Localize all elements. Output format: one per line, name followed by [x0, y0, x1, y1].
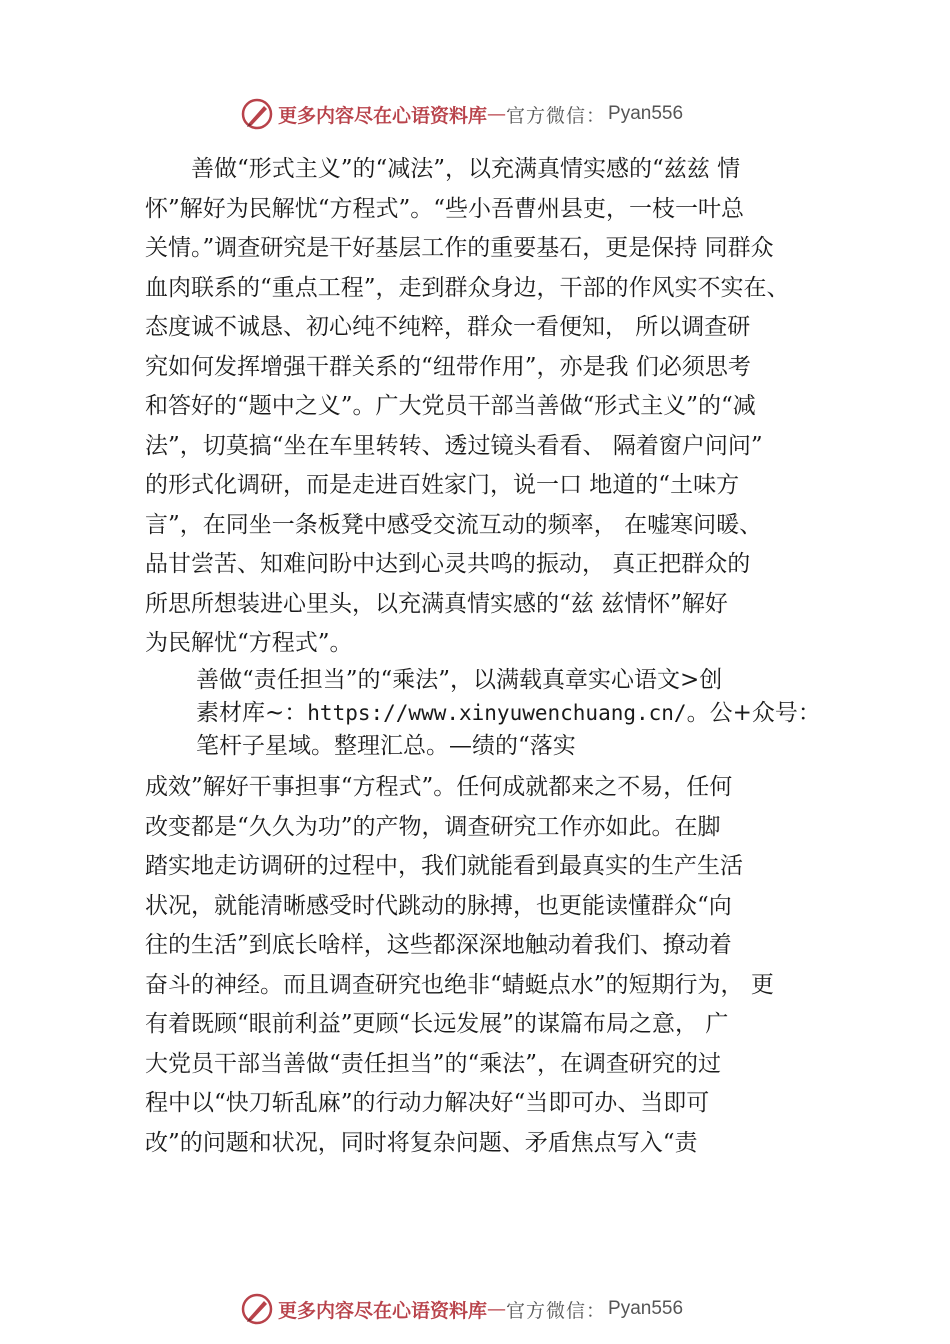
text-line: 笔杆子星域。整理汇总。—绩的“落实: [196, 733, 576, 759]
text-line: 改变都是“久久为功”的产物，调查研究工作亦如此。在脚: [145, 813, 721, 840]
text-line: 往的生活”到底长啥样，这些都深深地触动着我们、撩动着: [145, 932, 732, 958]
text-line: 程中以“快刀斩乱麻”的行动力解决好“当即可办、当即可: [145, 1090, 710, 1116]
text-line: 为民解忧“方程式”。: [145, 630, 353, 656]
banner-dash: —: [487, 1298, 507, 1320]
text-line: 状况，就能清晰感受时代跳动的脉搏，也更能读懂群众“向: [145, 892, 732, 919]
text-line: 大党员干部当善做“责任担当”的“乘法”，在调查研究的过: [145, 1050, 722, 1077]
text-line: 究如何发挥增强干群关系的“纽带作用”，亦是我 们必须思考: [145, 353, 751, 380]
text-line: 言”，在同坐一条板凳中感受交流互动的频率， 在嘘寒问暖、: [145, 511, 763, 538]
pen-logo-icon: [240, 97, 274, 131]
banner-wechat-label: 官方微信：: [506, 104, 607, 127]
banner-wechat-id: Pyan556: [608, 103, 684, 124]
website-url: https://www.xinyuwenchuang.cn/: [307, 701, 687, 725]
text-line: 成效”解好干事担事“方程式”。任何成就都来之不易，任何: [145, 774, 733, 800]
footer-banner: [240, 1291, 683, 1327]
paragraph-2: [196, 664, 836, 763]
banner-title: 更多内容尽在心语资料库: [278, 1299, 488, 1322]
text-line: 品甘尝苦、知难问盼中达到心灵共鸣的振动， 真正把群众的: [145, 551, 751, 577]
text-line: 的形式化调研，而是走进百姓家门，说一口 地道的“土味方: [145, 472, 740, 498]
text-line: 所思所想装进心里头，以充满真情实感的“兹 兹情怀”解好: [145, 590, 728, 617]
paragraph-1: [145, 150, 835, 664]
text-line: 改”的问题和状况，同时将复杂问题、矛盾焦点写入“责: [145, 1129, 698, 1156]
text-line: [196, 697, 836, 730]
banner-wechat-label: 官方微信：: [506, 1299, 607, 1322]
text-line: 法”，切莫搞“坐在车里转转、透过镜头看看、 隔着窗户问问”: [145, 432, 763, 459]
text-line: 血肉联系的“重点工程”，走到群众身边，干部的作风实不实在、: [145, 274, 790, 301]
text-line: 踏实地走访调研的过程中，我们就能看到最真实的生产生活: [145, 853, 743, 879]
text-line: 奋斗的神经。而且调查研究也绝非“蜻蜓点水”的短期行为， 更: [145, 971, 774, 998]
text-line: 怀”解好为民解忧“方程式”。“些小吾曹州县吏，一枝一叶总: [145, 195, 745, 222]
header-banner: [240, 96, 683, 132]
text-line: 善做“责任担当”的“乘法”，以满载真章实心语文>创: [196, 667, 723, 693]
text-line: 有着既顾“眼前利益”更顾“长远发展”的谋篇布局之意， 广: [145, 1011, 729, 1037]
text-segment: 素材库~：: [196, 700, 308, 726]
text-line: 善做“形式主义”的“减法”，以充满真情实感的“兹兹 情: [145, 156, 741, 182]
paragraph-3: [145, 768, 835, 1163]
text-line: 关情。”调查研究是干好基层工作的重要基石，更是保持 同群众: [145, 235, 774, 261]
text-line: 态度诚不诚恳、初心纯不纯粹，群众一看便知， 所以调查研: [145, 314, 751, 340]
banner-title: 更多内容尽在心语资料库: [278, 104, 488, 127]
text-segment: 。公+众号：: [686, 700, 821, 726]
banner-dash: —: [487, 103, 507, 125]
text-line: 和答好的“题中之义”。广大党员干部当善做“形式主义”的“减: [145, 393, 756, 419]
banner-wechat-id: Pyan556: [608, 1298, 684, 1319]
pen-logo-icon: [240, 1292, 274, 1326]
